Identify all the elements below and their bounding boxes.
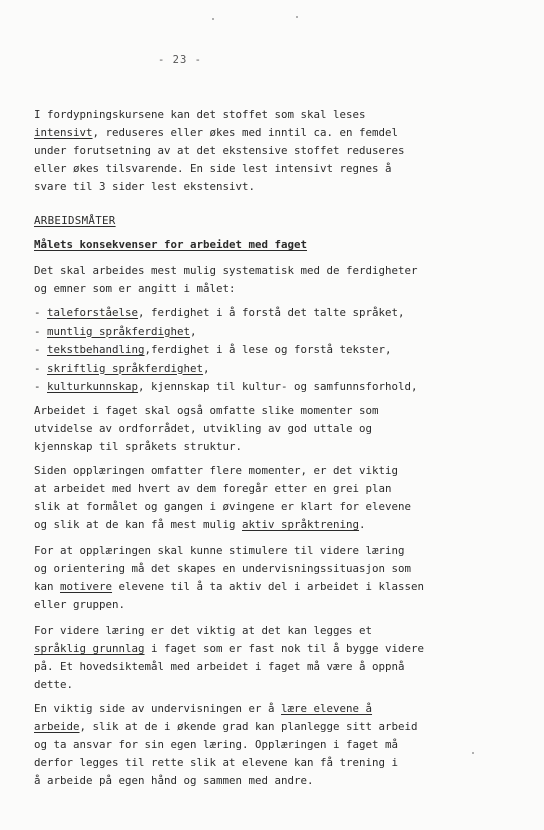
intro-paragraph — [34, 106, 510, 196]
text-line — [34, 124, 510, 142]
subsection-heading: Målets konsekvenser for arbeidet med faget — [34, 238, 308, 251]
text-span: og slik at de kan få mest mulig — [34, 518, 243, 531]
underlined-term: taleforståelse — [47, 306, 139, 319]
text-line: eller økes tilsvarende. En side lest intensivt regnes å — [34, 162, 392, 175]
underlined-term: skriftlig språkferdighet — [47, 361, 204, 375]
list-item: - tekstbehandling,ferdighet i å lese og forstå tekster, — [34, 343, 392, 356]
underlined-term: aktiv språktrening — [242, 518, 360, 531]
paragraph — [34, 542, 510, 614]
text-line: For videre læring er det viktig at det kan legges et — [34, 624, 373, 637]
text-span: En viktig side av undervisningen er å — [34, 702, 282, 715]
text-span: , kjennskap til kultur- og samfunnsforhold, — [138, 380, 418, 393]
underlined-term: tekstbehandling — [47, 343, 145, 356]
text-line: kjennskap til språkets struktur. — [34, 440, 243, 453]
paragraph — [34, 700, 510, 790]
section-heading: ARBEIDSMÅTER — [34, 214, 116, 227]
speck — [472, 752, 474, 754]
text-span: . — [359, 518, 366, 531]
underlined-term: intensivt — [34, 126, 93, 139]
text-span: elevene til å ta aktiv del i arbeidet i klassen — [112, 580, 425, 593]
text-span: , — [203, 361, 210, 375]
text-line: og ta ansvar for sin egen læring. Opplæringen i faget må — [34, 738, 399, 751]
text-line — [34, 718, 510, 736]
text-line: at arbeidet med hvert av dem foregår etter en grei plan — [34, 482, 392, 495]
list-item: - muntlig språkferdighet, — [34, 324, 197, 338]
list-item: - taleforståelse, ferdighet i å forstå det talte språket, — [34, 306, 405, 319]
underlined-term: motivere — [60, 580, 113, 593]
paragraph — [34, 262, 510, 298]
underlined-term: arbeide — [34, 720, 80, 733]
text-span: , reduseres eller økes med inntil ca. en femdel — [92, 126, 399, 139]
underlined-term: lære elevene å — [281, 702, 373, 715]
text-line: dette. — [34, 678, 74, 691]
underlined-term: kulturkunnskap — [47, 380, 139, 393]
skills-list — [34, 304, 418, 397]
text-line: på. Et hovedsiktemål med arbeidet i faget må være å oppnå — [34, 660, 405, 673]
text-line: derfor legges til rette slik at elevene kan få trening i — [34, 756, 399, 769]
text-line: og emner som er angitt i målet: — [34, 282, 236, 295]
list-item: - skriftlig språkferdighet, — [34, 361, 210, 375]
text-line: eller gruppen. — [34, 598, 126, 611]
text-line: Arbeidet i faget skal også omfatte slike momenter som — [34, 404, 379, 417]
speck — [212, 18, 214, 20]
underlined-term: språklig grunnlag — [34, 642, 145, 655]
text-line — [34, 578, 510, 596]
paragraph — [34, 402, 510, 456]
text-line — [34, 516, 510, 534]
text-span: , slik at de i økende grad kan planlegge sitt arbeid — [79, 720, 418, 733]
text-line: Det skal arbeides mest mulig systematisk med de ferdigheter — [34, 264, 418, 277]
text-line: For at opplæringen skal kunne stimulere til videre læring — [34, 544, 405, 557]
text-line: slik at formålet og gangen i øvingene er klart for elevene — [34, 500, 412, 513]
text-line: utvidelse av ordforrådet, utvikling av god uttale og — [34, 422, 373, 435]
page-number: - 23 - — [158, 54, 202, 66]
text-span: ,ferdighet i å lese og forstå tekster, — [144, 343, 392, 356]
list-item: - kulturkunnskap, kjennskap til kultur- og samfunnsforhold, — [34, 380, 418, 393]
text-line: å arbeide på egen hånd og sammen med andre. — [34, 774, 314, 787]
text-span: , ferdighet i å forstå det talte språket, — [138, 306, 405, 319]
paragraph — [34, 462, 510, 534]
text-span: kan — [34, 580, 61, 593]
text-line: I fordypningskursene kan det stoffet som skal leses — [34, 108, 366, 121]
paragraph — [34, 622, 510, 694]
speck — [296, 16, 298, 18]
text-line — [34, 640, 510, 658]
text-line: Siden opplæringen omfatter flere momenter, er det viktig — [34, 464, 399, 477]
text-line: under forutsetning av at det ekstensive stoffet reduseres — [34, 144, 405, 157]
underlined-term: muntlig språkferdighet — [47, 324, 191, 338]
text-span: i faget som er fast nok til å bygge videre — [144, 642, 425, 655]
text-line — [34, 700, 510, 718]
text-line: og orientering må det skapes en undervisningssituasjon som — [34, 562, 412, 575]
text-line: svare til 3 sider lest ekstensivt. — [34, 180, 256, 193]
text-span: , — [190, 324, 197, 338]
